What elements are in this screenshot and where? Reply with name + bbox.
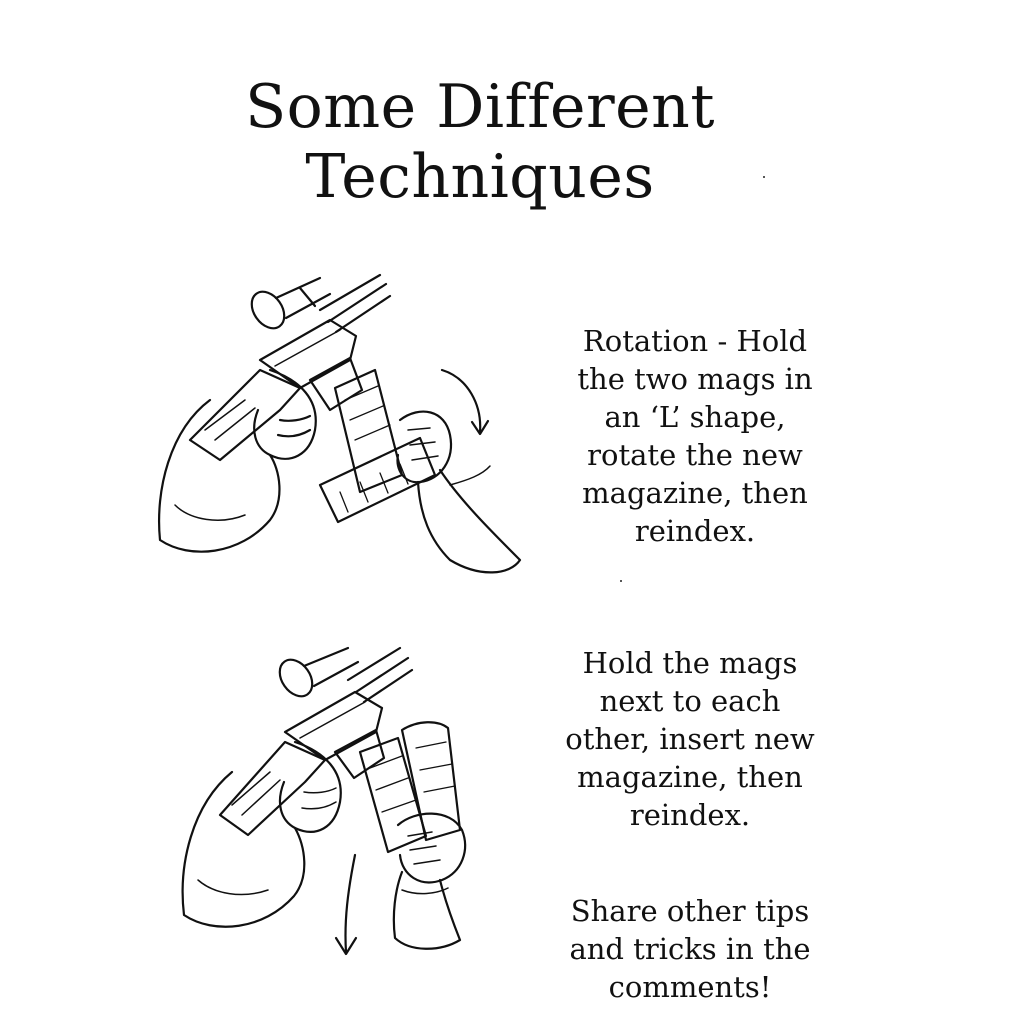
arrow-down-icon	[336, 855, 356, 954]
rifle-side-by-side-illustration	[170, 640, 500, 970]
caption-line: reindex.	[629, 798, 751, 832]
arrow-curved-down-icon	[442, 370, 488, 434]
caption-line: other, insert new	[565, 722, 815, 756]
magazine-icon	[320, 438, 435, 522]
caption-line: next to each	[599, 684, 781, 718]
technique-2-caption	[545, 644, 835, 834]
caption-line: Hold the mags	[582, 646, 798, 680]
title-line-1: Some Different	[245, 72, 715, 142]
caption-line: magazine, then	[582, 476, 808, 510]
stray-dot	[763, 176, 765, 178]
technique-1-caption	[555, 322, 835, 550]
page-title	[190, 72, 770, 212]
closing-line: comments!	[608, 970, 772, 1004]
stray-dot	[620, 580, 622, 582]
closing-line: and tricks in the	[569, 932, 811, 966]
title-line-2: Techniques	[305, 142, 655, 212]
closing-line: Share other tips	[570, 894, 810, 928]
caption-line: magazine, then	[577, 760, 803, 794]
caption-line: rotate the new	[587, 438, 803, 472]
scope-icon	[273, 648, 358, 702]
caption-line: an ‘L’ shape,	[604, 400, 786, 434]
closing-message	[545, 892, 835, 1006]
caption-line: the two mags in	[577, 362, 813, 396]
rifle-rotation-illustration	[150, 270, 530, 580]
caption-line: reindex.	[634, 514, 756, 548]
scope-icon	[245, 278, 330, 334]
caption-line: Rotation - Hold	[582, 324, 808, 358]
